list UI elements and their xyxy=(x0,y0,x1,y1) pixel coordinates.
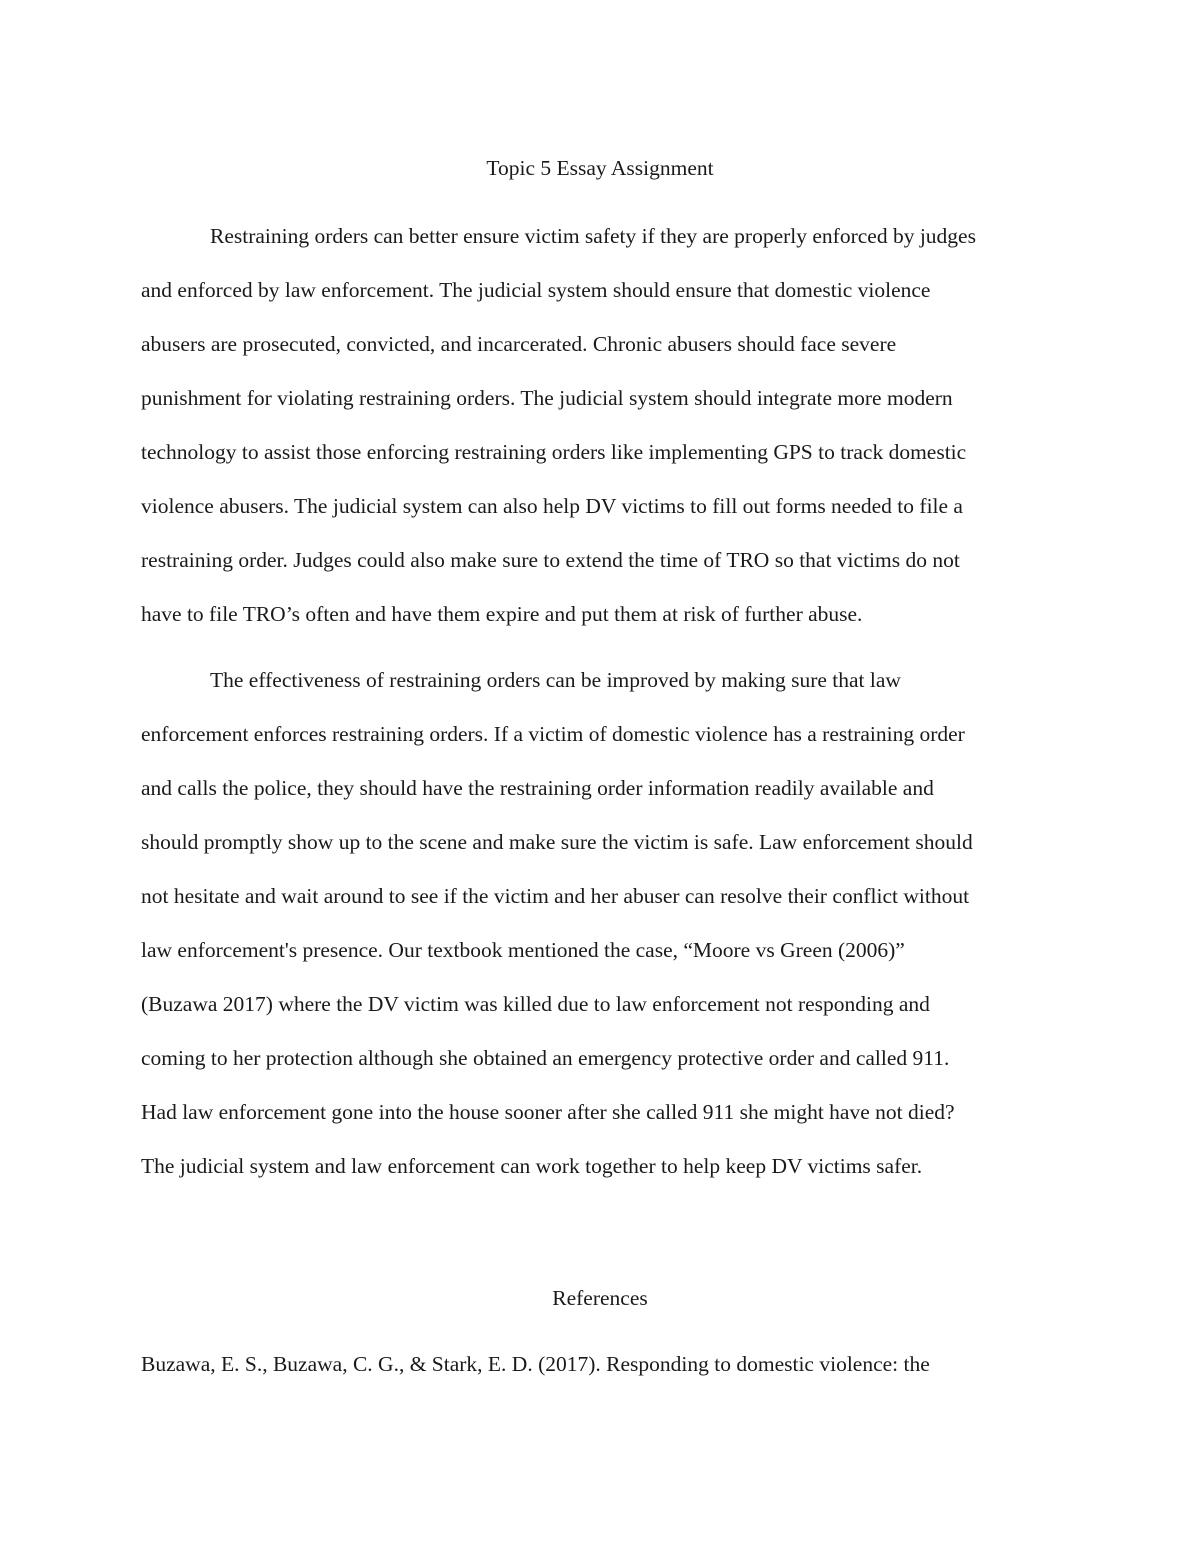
paragraph-line: abusers are prosecuted, convicted, and incarcerated. Chronic abusers should face severe xyxy=(141,332,897,356)
paragraph-line: coming to her protection although she obtained an emergency protective order and called 911. xyxy=(141,1046,950,1070)
reference-entry: Buzawa, E. S., Buzawa, C. G., & Stark, E. D. (2017). Responding to domestic violence: the xyxy=(141,1352,930,1376)
references-heading: References xyxy=(552,1286,648,1310)
paragraph-line: technology to assist those enforcing restraining orders like implementing GPS to track domestic xyxy=(141,440,967,464)
essay-title: Topic 5 Essay Assignment xyxy=(486,156,714,180)
paragraph-line: not hesitate and wait around to see if the victim and her abuser can resolve their conflict without xyxy=(141,884,970,908)
paragraph-line: violence abusers. The judicial system can also help DV victims to fill out forms needed to file a xyxy=(141,494,963,518)
paragraph-line: enforcement enforces restraining orders. If a victim of domestic violence has a restraining order xyxy=(141,722,965,746)
paragraph-line: law enforcement's presence. Our textbook mentioned the case, “Moore vs Green (2006)” xyxy=(141,938,905,962)
paragraph-line: Restraining orders can better ensure victim safety if they are properly enforced by judges xyxy=(210,224,976,248)
paragraph-line: restraining order. Judges could also make sure to extend the time of TRO so that victims do not xyxy=(141,548,960,572)
paragraph-line: The effectiveness of restraining orders can be improved by making sure that law xyxy=(210,668,901,692)
paragraph-line: punishment for violating restraining orders. The judicial system should integrate more modern xyxy=(141,386,953,410)
paragraph-line: should promptly show up to the scene and make sure the victim is safe. Law enforcement should xyxy=(141,830,973,854)
paragraph-line: have to file TRO’s often and have them expire and put them at risk of further abuse. xyxy=(141,602,863,626)
paragraph-line: Had law enforcement gone into the house sooner after she called 911 she might have not died? xyxy=(141,1100,955,1124)
paragraph-line: and enforced by law enforcement. The judicial system should ensure that domestic violence xyxy=(141,278,931,302)
paragraph-line: (Buzawa 2017) where the DV victim was killed due to law enforcement not responding and xyxy=(141,992,930,1016)
paragraph-line: The judicial system and law enforcement can work together to help keep DV victims safer. xyxy=(141,1154,923,1178)
paragraph-line: and calls the police, they should have the restraining order information readily available and xyxy=(141,776,934,800)
